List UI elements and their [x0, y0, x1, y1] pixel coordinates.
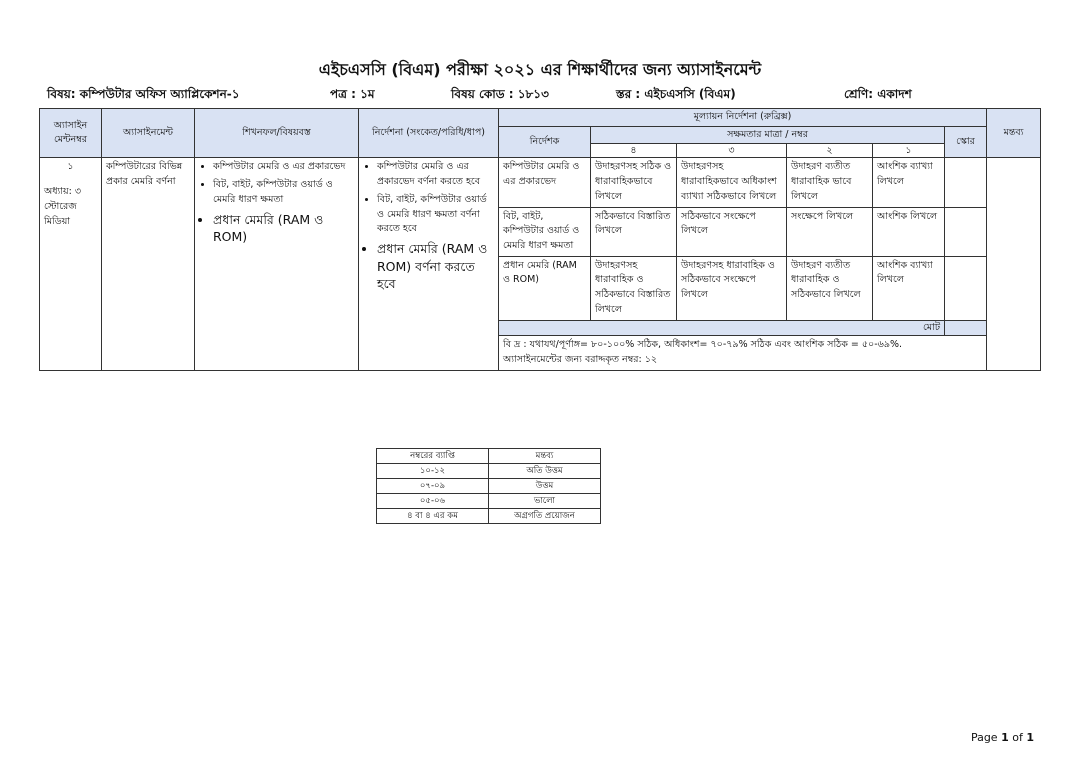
subject-label: বিষয়: কম্পিউটার অফিস অ্যাপ্লিকেশন-১: [47, 87, 240, 101]
learning-item: • প্রধান মেমরি (RAM ও ROM): [213, 211, 354, 246]
footer-page: 1: [1001, 731, 1009, 744]
assignment-no-cell: [40, 158, 102, 370]
header-instruction: নির্দেশনা (সংকেত/পরিধি/ধাপ): [359, 109, 499, 158]
note-line: বি দ্র : যথাযথ/পূর্ণাঙ্গ= ৮০-১০০% সঠিক, অধিকাংশ= ৭০-৭৯% সঠিক এবং আংশিক সঠিক = ৫০-৬৯%.: [503, 339, 903, 351]
instruction-item: • প্রধান মেমরি (RAM ও ROM) বর্ণনা করতে হবে: [377, 240, 494, 293]
level-1-cell: আংশিক ব্যাখ্যা লিখলে: [873, 256, 945, 320]
header-score: স্কোর: [945, 126, 987, 158]
header-competency: সক্ষমতার মাত্রা / নম্বর: [591, 126, 945, 144]
level-3-cell: উদাহরণসহ ধারাবাহিক ও সঠিকভাবে সংক্ষেপে লিখলে: [677, 256, 787, 320]
level-4-cell: উদাহরণসহ ধারাবাহিক ও সঠিকভাবে বিস্তারিত লিখলে: [591, 256, 677, 320]
level-3-cell: সঠিকভাবে সংক্ষেপে লিখলে: [677, 207, 787, 256]
indicator-cell: কম্পিউটার মেমরি ও এর প্রকারভেদ: [499, 158, 591, 207]
page-title: এইচএসসি (বিএম) পরীক্ষা ২০২১ এর শিক্ষার্থীদের জন্য অ্যাসাইনমেন্ট: [318, 60, 762, 79]
assignment-table: [39, 108, 1041, 371]
table-row: [377, 479, 601, 494]
assignment-number: ১: [67, 161, 74, 173]
header-assignment: অ্যাসাইনমেন্ট: [102, 109, 195, 158]
table-row: [40, 158, 1041, 207]
level-3-cell: উদাহরণসহ ধারাবাহিকভাবে অধিকাংশ ব্যাখ্যা সঠিকভাবে লিখলে: [677, 158, 787, 207]
paper-label: পত্র : ১ম: [330, 87, 375, 101]
total-label: মোট: [499, 320, 945, 336]
header-remarks: মন্তব্য: [987, 109, 1041, 158]
level-1-cell: আংশিক লিখলে: [873, 207, 945, 256]
total-score-cell: [945, 320, 987, 336]
subject-code-label: বিষয় কোড : ১৮১৩: [451, 87, 549, 101]
note-cell: [499, 336, 987, 370]
grade-range: ৪ বা ৪ এর কম: [377, 509, 489, 524]
level-4-cell: সঠিকভাবে বিস্তারিত লিখলে: [591, 207, 677, 256]
level-2-cell: সংক্ষেপে লিখলে: [787, 207, 873, 256]
indicator-cell: প্রধান মেমরি (RAM ও ROM): [499, 256, 591, 320]
grade-remark: উত্তম: [489, 479, 601, 494]
level-3: ৩: [677, 144, 787, 158]
footer-prefix: Page: [970, 731, 998, 744]
level-4-cell: উদাহরণসহ সঠিক ও ধারাবাহিকভাবে লিখলে: [591, 158, 677, 207]
table-row: [377, 464, 601, 479]
level-1-cell: আংশিক ব্যাখ্যা লিখলে: [873, 158, 945, 207]
chapter-label: অধ্যায়: ৩ স্টোরেজ মিডিয়া: [44, 186, 82, 227]
grade-range: ০৫-০৬: [377, 494, 489, 509]
grade-table: [376, 448, 601, 524]
footer-total: 1: [1026, 731, 1034, 744]
level-1: ১: [873, 144, 945, 158]
grade-header-range: নম্বরের ব্যাপ্তি: [377, 449, 489, 464]
score-cell: [945, 256, 987, 320]
score-cell: [945, 207, 987, 256]
level-4: ৪: [591, 144, 677, 158]
grade-range: ০৭-০৯: [377, 479, 489, 494]
table-row: [377, 494, 601, 509]
grade-remark: অগ্রগতি প্রয়োজন: [489, 509, 601, 524]
instruction-cell: [359, 158, 499, 370]
header-rubric: মূল্যায়ন নির্দেশনা (রুব্রিক্স): [499, 109, 987, 127]
grade-range: ১০-১২: [377, 464, 489, 479]
learning-item: • বিট, বাইট, কম্পিউটার ওয়ার্ড ও মেমরি ধারণ ক্ষমতা: [213, 178, 354, 207]
indicator-cell: বিট, বাইট, কম্পিউটার ওয়ার্ড ও মেমরি ধারণ ক্ষমতা: [499, 207, 591, 256]
table-row: [377, 509, 601, 524]
assignment-cell: কম্পিউটারের বিভিন্ন প্রকার মেমরি বর্ণনা: [102, 158, 195, 370]
footer-of: of: [1012, 731, 1023, 744]
grade-remark: ভালো: [489, 494, 601, 509]
page-footer: [971, 731, 1034, 744]
learning-cell: [195, 158, 359, 370]
grade-remark: অতি উত্তম: [489, 464, 601, 479]
grade-header-remarks: মন্তব্য: [489, 449, 601, 464]
level-label: স্তর : এইচএসসি (বিএম): [616, 87, 736, 101]
header-learning: শিখনফল/বিষয়বস্ত: [195, 109, 359, 158]
score-cell: [945, 158, 987, 207]
instruction-item: • কম্পিউটার মেমরি ও এর প্রকারভেদ বর্ণনা করতে হবে: [377, 160, 494, 189]
class-label: শ্রেণি: একাদশ: [844, 87, 912, 101]
level-2-cell: উদাহরণ ব্যতীত ধারাবাহিক ভাবে লিখলে: [787, 158, 873, 207]
note-line: অ্যাসাইনমেন্টের জন্য বরাদ্দকৃত নম্বর: ১২: [503, 354, 658, 366]
level-2: ২: [787, 144, 873, 158]
remarks-cell: [987, 158, 1041, 370]
instruction-item: • বিট, বাইট, কম্পিউটার ওয়ার্ড ও মেমরি ধারণ ক্ষমতা বর্ণনা করতে হবে: [377, 193, 494, 237]
level-2-cell: উদাহরণ ব্যতীত ধারাবাহিক ও সঠিকভাবে লিখলে: [787, 256, 873, 320]
header-assignment-no: অ্যাসাইন মেন্টনম্বর: [40, 109, 102, 158]
header-indicator: নির্দেশক: [499, 126, 591, 158]
learning-item: • কম্পিউটার মেমরি ও এর প্রকারভেদ: [213, 160, 354, 175]
